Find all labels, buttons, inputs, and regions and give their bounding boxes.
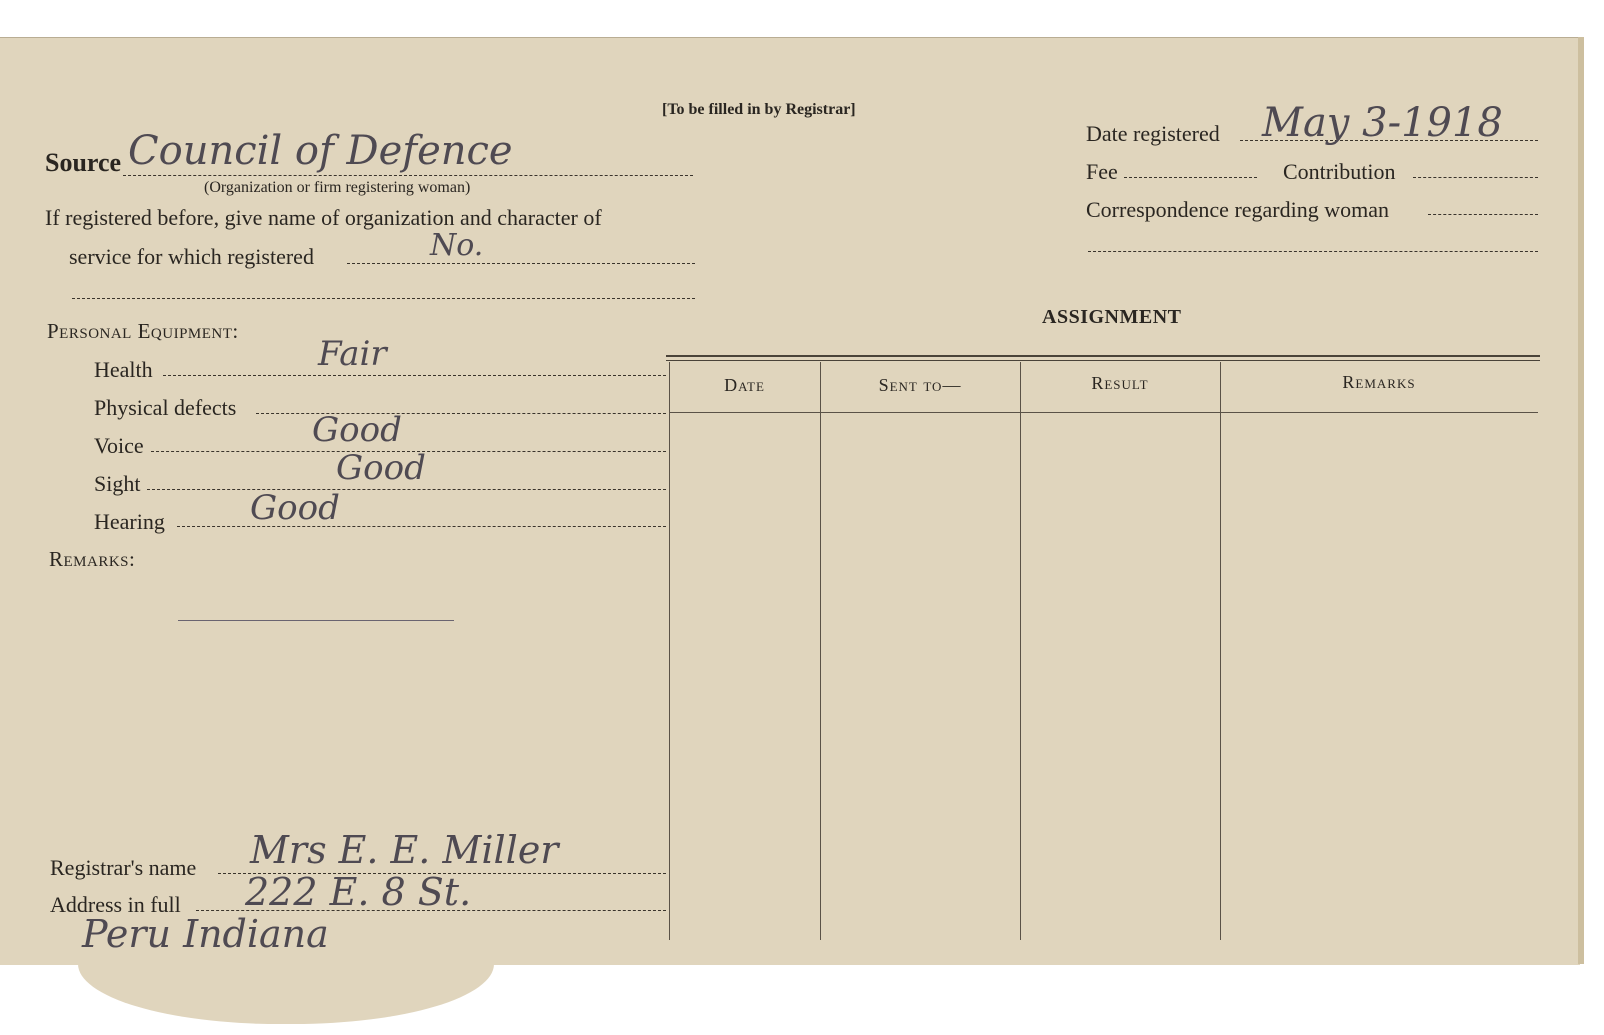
correspondence-label: Correspondence regarding woman <box>1086 197 1390 222</box>
column-divider-1 <box>820 362 821 940</box>
address-value-continued: Peru Indiana <box>82 912 329 956</box>
column-header-result: Result <box>1091 373 1149 393</box>
date-registered-value: May 3-1918 <box>1262 100 1503 146</box>
registered-before-value: No. <box>430 228 484 263</box>
address-label: Address in full <box>50 892 181 917</box>
physical-defects-label: Physical defects <box>94 395 237 420</box>
source-line <box>123 175 693 176</box>
registered-before-line <box>347 263 695 264</box>
health-value: Fair <box>318 334 387 374</box>
source-sublabel: (Organization or firm registering woman) <box>204 179 471 196</box>
remarks-pen-stroke <box>178 620 454 621</box>
column-header-date: Date <box>724 375 765 395</box>
assignment-title: ASSIGNMENT <box>1042 306 1182 328</box>
column-divider-3 <box>1220 362 1221 940</box>
personal-equipment-heading: Personal Equipment: <box>47 319 239 343</box>
hearing-label: Hearing <box>94 509 165 534</box>
health-line <box>163 375 666 376</box>
card-tab <box>78 964 494 1024</box>
source-label: Source <box>45 148 122 177</box>
registrar-note: [To be filled in by Registrar] <box>662 101 856 118</box>
registered-before-line2: service for which registered <box>69 244 314 269</box>
address-value: 222 E. 8 St. <box>245 870 472 914</box>
header-row-rule <box>669 412 1538 413</box>
column-header-remarks: Remarks <box>1342 372 1416 392</box>
assignment-top-rule-thin <box>666 360 1540 361</box>
column-divider-left <box>669 362 670 940</box>
registered-before-extra-line <box>72 298 695 299</box>
registrar-name-value: Mrs E. E. Miller <box>250 828 559 872</box>
sight-label: Sight <box>94 471 141 496</box>
fee-label: Fee <box>1086 159 1118 184</box>
registrar-name-label: Registrar's name <box>50 855 197 880</box>
voice-value: Good <box>312 410 402 450</box>
column-divider-2 <box>1020 362 1021 940</box>
sight-line <box>147 489 666 490</box>
date-registered-label: Date registered <box>1086 121 1220 146</box>
assignment-top-rule <box>666 355 1540 357</box>
correspondence-line <box>1428 214 1538 215</box>
contribution-label: Contribution <box>1283 159 1396 184</box>
health-label: Health <box>94 357 153 382</box>
remarks-label: Remarks: <box>49 547 136 571</box>
fee-line <box>1124 177 1257 178</box>
registered-before-line1: If registered before, give name of organization and character of <box>45 205 602 230</box>
source-value: Council of Defence <box>128 128 513 174</box>
card-edge <box>1578 37 1584 964</box>
hearing-value: Good <box>250 488 340 528</box>
voice-label: Voice <box>94 433 144 458</box>
correspondence-extra-line <box>1088 251 1538 252</box>
column-header-sent-to: Sent to— <box>878 375 962 395</box>
sight-value: Good <box>336 448 426 488</box>
contribution-line <box>1413 177 1538 178</box>
